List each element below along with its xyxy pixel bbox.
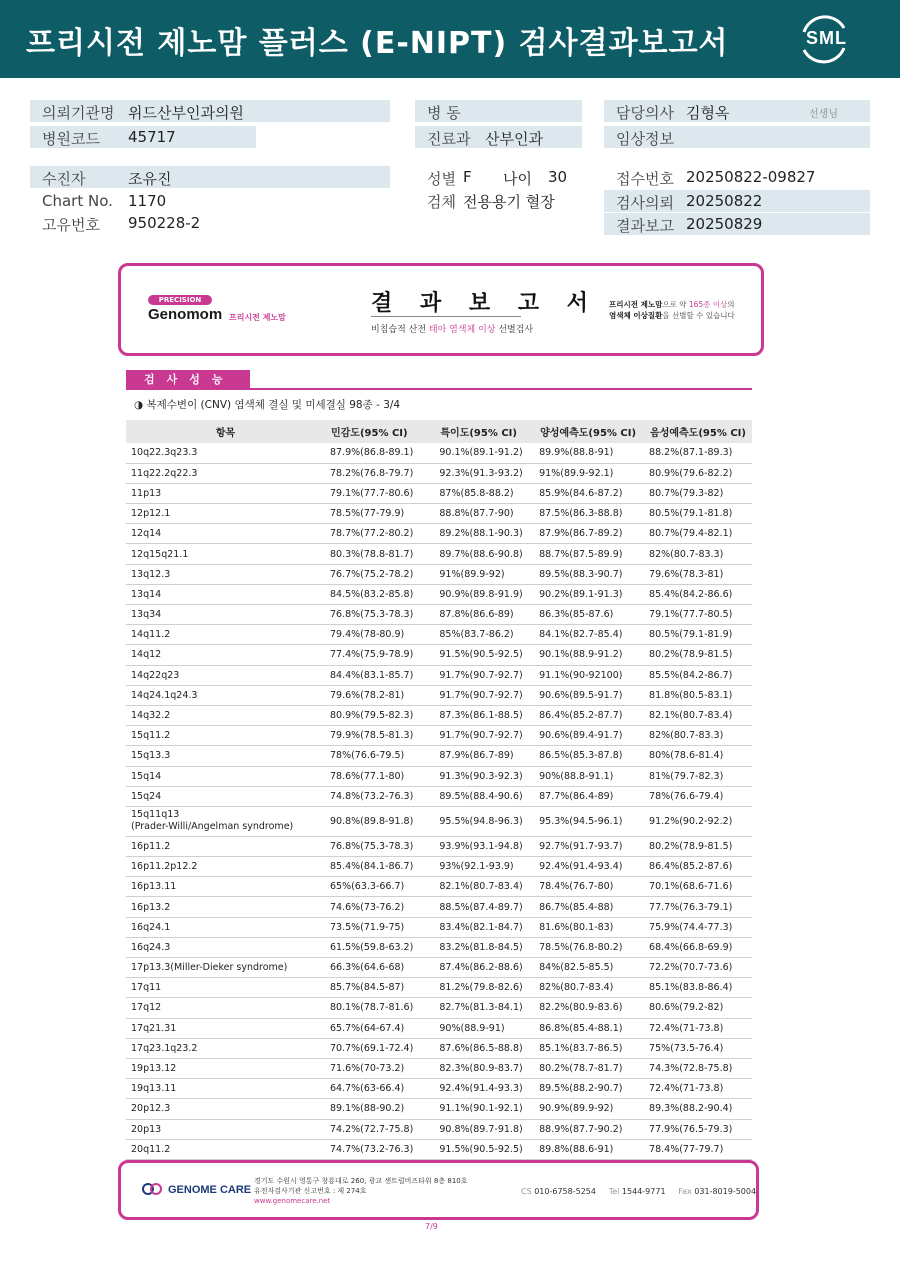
metric-cell: 75%(73.5-76.4) (644, 1038, 752, 1058)
receipt-value: 20250822-09827 (686, 168, 816, 186)
sex-value: F (463, 168, 472, 186)
metric-cell: 80%(78.6-81.4) (644, 746, 752, 766)
metric-cell: 80.9%(79.5-82.3) (325, 705, 434, 725)
cnv-item-cell: 20p12.3 (126, 1099, 325, 1119)
metric-cell: 90.9%(89.8-91.9) (434, 584, 534, 604)
specimen-row (415, 189, 585, 211)
metric-cell: 86.5%(85.3-87.8) (534, 746, 644, 766)
result-report-title: 결 과 보 고 서 (371, 291, 598, 316)
hospital-code-value: 45717 (128, 128, 176, 146)
genomom-sub-label: 프리시전 제노맘 (229, 313, 286, 322)
metric-cell: 82.1%(80.7-83.4) (434, 877, 534, 897)
table-row (126, 897, 752, 917)
sex-age-row (415, 166, 585, 188)
metric-cell: 84.5%(83.2-85.8) (325, 584, 434, 604)
metric-cell: 82.1%(80.7-83.4) (644, 705, 752, 725)
uid-value: 950228-2 (128, 214, 201, 232)
screening-note: 프리시전 제노맘으로 약 165종 이상의 염색체 이상질환을 선별할 수 있습니다 (609, 300, 735, 320)
table-row (126, 937, 752, 957)
metric-cell: 86.4%(85.2-87.7) (534, 705, 644, 725)
metric-cell: 87.5%(86.3-88.8) (534, 504, 644, 524)
cnv-item-cell: 17q12 (126, 998, 325, 1018)
metric-cell: 86.8%(85.4-88.1) (534, 1018, 644, 1038)
metric-cell: 91.7%(90.7-92.7) (434, 665, 534, 685)
metric-cell: 78.6%(77.1-80) (325, 766, 434, 786)
metric-cell: 95.3%(94.5-96.1) (534, 806, 644, 836)
table-row (126, 806, 752, 836)
metric-cell: 83.2%(81.8-84.5) (434, 937, 534, 957)
metric-cell: 82%(80.7-83.3) (644, 544, 752, 564)
metric-cell: 80.5%(79.1-81.9) (644, 625, 752, 645)
metric-cell: 80.2%(78.9-81.5) (644, 836, 752, 856)
metric-cell: 77.9%(76.5-79.3) (644, 1119, 752, 1139)
table-row (126, 1038, 752, 1058)
metric-cell: 87.9%(86.8-89.1) (325, 443, 434, 463)
chart-value: 1170 (128, 192, 167, 210)
cnv-item-cell: 20p13 (126, 1119, 325, 1139)
metric-cell: 61.5%(59.8-63.2) (325, 937, 434, 957)
metric-cell: 91.2%(90.2-92.2) (644, 806, 752, 836)
metric-cell: 79.1%(77.7-80.6) (325, 483, 434, 503)
uid-label: 고유번호 (42, 216, 100, 234)
age-label: 나이 (503, 170, 532, 188)
table-row (126, 443, 752, 463)
table-row (126, 726, 752, 746)
metric-cell: 72.4%(71-73.8) (644, 1018, 752, 1038)
metric-cell: 90%(88.9-91) (434, 1018, 534, 1038)
metric-cell: 89.5%(88.4-90.6) (434, 786, 534, 806)
metric-cell: 86.7%(85.4-88) (534, 897, 644, 917)
metric-cell: 77.4%(75.9-78.9) (325, 645, 434, 665)
table-row (126, 1139, 752, 1159)
patient-row (30, 166, 390, 188)
metric-cell: 68.4%(66.8-69.9) (644, 937, 752, 957)
metric-cell: 71.6%(70-73.2) (325, 1058, 434, 1078)
table-row (126, 483, 752, 503)
table-row (126, 1058, 752, 1078)
genome-care-logo: GENOME CARE (168, 1184, 252, 1196)
metric-cell: 81%(79.7-82.3) (644, 766, 752, 786)
table-row (126, 524, 752, 544)
metric-cell: 82.2%(80.9-83.6) (534, 998, 644, 1018)
cnv-item-cell: 14q24.1q24.3 (126, 685, 325, 705)
metric-cell: 85.1%(83.8-86.4) (644, 978, 752, 998)
metric-cell: 65.7%(64-67.4) (325, 1018, 434, 1038)
doctor-value: 김형옥 (686, 104, 730, 122)
cnv-item-cell: 14q12 (126, 645, 325, 665)
metric-cell: 79.6%(78.3-81) (644, 564, 752, 584)
metric-cell: 76.7%(75.2-78.2) (325, 564, 434, 584)
col-header-sensitivity: 민감도(95% CI) (325, 420, 434, 443)
metric-cell: 85.9%(84.6-87.2) (534, 483, 644, 503)
table-row (126, 1018, 752, 1038)
metric-cell: 89.3%(88.2-90.4) (644, 1099, 752, 1119)
metric-cell: 80.9%(79.6-82.2) (644, 463, 752, 483)
cnv-item-cell: 10q22.3q23.3 (126, 443, 325, 463)
uid-row (30, 212, 390, 234)
specimen-label: 검체 (427, 193, 456, 211)
metric-cell: 85.1%(83.7-86.5) (534, 1038, 644, 1058)
chart-row (30, 190, 390, 212)
metric-cell: 87.8%(86.6-89) (434, 605, 534, 625)
table-row (126, 958, 752, 978)
metric-cell: 91.7%(90.7-92.7) (434, 685, 534, 705)
cnv-item-cell: 17p13.3(Miller-Dieker syndrome) (126, 958, 325, 978)
institution-label: 의뢰기관명 (42, 104, 115, 122)
metric-cell: 80.7%(79.3-82) (644, 483, 752, 503)
metric-cell: 89.1%(88-90.2) (325, 1099, 434, 1119)
metric-cell: 78%(76.6-79.5) (325, 746, 434, 766)
report-main-title: 프리시전 제노맘 플러스 (E-NIPT) 검사결과보고서 (26, 26, 729, 61)
col-header-specificity: 특이도(95% CI) (434, 420, 534, 443)
cnv-item-cell: 19q13.11 (126, 1079, 325, 1099)
table-row (126, 766, 752, 786)
metric-cell: 74.6%(73-76.2) (325, 897, 434, 917)
metric-cell: 80.3%(78.8-81.7) (325, 544, 434, 564)
col-header-npv: 음성예측도(95% CI) (644, 420, 752, 443)
table-row (126, 665, 752, 685)
cnv-item-cell: 15q14 (126, 766, 325, 786)
metric-cell: 90%(88.8-91.1) (534, 766, 644, 786)
institution-value: 위드산부인과의원 (128, 104, 244, 122)
report-date-row (604, 213, 870, 235)
cnv-item-cell: 12q15q21.1 (126, 544, 325, 564)
metric-cell: 79.1%(77.7-80.5) (644, 605, 752, 625)
metric-cell: 92.4%(91.4-93.3) (434, 1079, 534, 1099)
metric-cell: 91.1%(90.1-92.1) (434, 1099, 534, 1119)
table-row (126, 998, 752, 1018)
metric-cell: 79.6%(78.2-81) (325, 685, 434, 705)
hospital-code-row (30, 126, 256, 148)
metric-cell: 87.3%(86.1-88.5) (434, 705, 534, 725)
ward-row (415, 100, 582, 122)
receipt-row (604, 166, 870, 188)
metric-cell: 72.2%(70.7-73.6) (644, 958, 752, 978)
metric-cell: 85.4%(84.1-86.7) (325, 857, 434, 877)
table-row (126, 1099, 752, 1119)
metric-cell: 66.3%(64.6-68) (325, 958, 434, 978)
metric-cell: 79.9%(78.5-81.3) (325, 726, 434, 746)
cnv-item-cell: 16p13.2 (126, 897, 325, 917)
cnv-item-cell: 11q22.2q22.3 (126, 463, 325, 483)
metric-cell: 90.9%(89.9-92) (534, 1099, 644, 1119)
cnv-item-cell: 15q24 (126, 786, 325, 806)
metric-cell: 76.8%(75.3-78.3) (325, 836, 434, 856)
metric-cell: 85.5%(84.2-86.7) (644, 665, 752, 685)
metric-cell: 90.1%(88.9-91.2) (534, 645, 644, 665)
table-row (126, 746, 752, 766)
cnv-item-cell: 16q24.1 (126, 917, 325, 937)
cnv-item-cell: 15q11q13 (Prader-Willi/Angelman syndrome) (126, 806, 325, 836)
metric-cell: 91%(89.9-92) (434, 564, 534, 584)
metric-cell: 87.9%(86.7-89) (434, 746, 534, 766)
cnv-subtitle: ◑ 복제수변이 (CNV) 염색체 결실 및 미세결실 98종 - 3/4 (134, 399, 401, 411)
metric-cell: 73.5%(71.9-75) (325, 917, 434, 937)
table-row (126, 917, 752, 937)
metric-cell: 82.3%(80.9-83.7) (434, 1058, 534, 1078)
table-row (126, 1119, 752, 1139)
metric-cell: 80.6%(79.2-82) (644, 998, 752, 1018)
metric-cell: 81.8%(80.5-83.1) (644, 685, 752, 705)
doctor-row (604, 100, 870, 122)
cnv-item-cell: 17q11 (126, 978, 325, 998)
col-header-item: 항목 (126, 420, 325, 443)
metric-cell: 78%(76.6-79.4) (644, 786, 752, 806)
table-row (126, 645, 752, 665)
report-subtitle: 비침습적 산전 태아 염색체 이상 선별검사 (371, 325, 534, 335)
top-banner (0, 0, 900, 78)
metric-cell: 74.2%(72.7-75.8) (325, 1119, 434, 1139)
metric-cell: 90.6%(89.5-91.7) (534, 685, 644, 705)
metric-cell: 91%(89.9-92.1) (534, 463, 644, 483)
footer-address: 경기도 수원시 영통구 창룡대로 260, 광교 센트럴비즈타워 8층 810호 유전자검사기관 신고번호 : 제 274호 www.genomecare.net (254, 1177, 468, 1205)
metric-cell: 88.7%(87.5-89.9) (534, 544, 644, 564)
metric-cell: 92.7%(91.7-93.7) (534, 836, 644, 856)
metric-cell: 91.3%(90.3-92.3) (434, 766, 534, 786)
metric-cell: 91.5%(90.5-92.5) (434, 1139, 534, 1159)
table-row (126, 705, 752, 725)
cnv-item-cell: 20q11.2 (126, 1139, 325, 1159)
table-row (126, 1079, 752, 1099)
metric-cell: 81.2%(79.8-82.6) (434, 978, 534, 998)
cnv-item-cell: 13q12.3 (126, 564, 325, 584)
table-row (126, 463, 752, 483)
genome-care-logo-icon (142, 1182, 164, 1196)
doctor-label: 담당의사 (616, 104, 674, 122)
metric-cell: 89.2%(88.1-90.3) (434, 524, 534, 544)
metric-cell: 86.3%(85-87.6) (534, 605, 644, 625)
metric-cell: 79.4%(78-80.9) (325, 625, 434, 645)
metric-cell: 88.5%(87.4-89.7) (434, 897, 534, 917)
patient-label: 수진자 (42, 170, 86, 188)
metric-cell: 82%(80.7-83.3) (644, 726, 752, 746)
metric-cell: 85.4%(84.2-86.6) (644, 584, 752, 604)
table-row (126, 978, 752, 998)
cnv-item-cell: 16p11.2p12.2 (126, 857, 325, 877)
metric-cell: 78.5%(76.8-80.2) (534, 937, 644, 957)
table-row (126, 625, 752, 645)
metric-cell: 88.8%(87.7-90) (434, 504, 534, 524)
request-label: 검사의뢰 (616, 194, 674, 212)
cnv-item-cell: 12q14 (126, 524, 325, 544)
clinical-row (604, 126, 870, 148)
metric-cell: 81.6%(80.1-83) (534, 917, 644, 937)
metric-cell: 90.6%(89.4-91.7) (534, 726, 644, 746)
metric-cell: 92.4%(91.4-93.4) (534, 857, 644, 877)
chart-label: Chart No. (42, 192, 113, 210)
report-date-value: 20250829 (686, 215, 763, 233)
metric-cell: 95.5%(94.8-96.3) (434, 806, 534, 836)
doctor-suffix: 선생님 (809, 109, 838, 120)
metric-cell: 74.8%(73.2-76.3) (325, 786, 434, 806)
metric-cell: 82%(80.7-83.4) (534, 978, 644, 998)
table-row (126, 836, 752, 856)
metric-cell: 70.1%(68.6-71.6) (644, 877, 752, 897)
receipt-label: 접수번호 (616, 170, 674, 188)
metric-cell: 76.8%(75.3-78.3) (325, 605, 434, 625)
metric-cell: 93.9%(93.1-94.8) (434, 836, 534, 856)
metric-cell: 80.5%(79.1-81.8) (644, 504, 752, 524)
metric-cell: 72.4%(71-73.8) (644, 1079, 752, 1099)
precision-badge: PRECISION (148, 295, 212, 305)
sex-label: 성별 (427, 170, 456, 188)
metric-cell: 70.7%(69.1-72.4) (325, 1038, 434, 1058)
table-row (126, 504, 752, 524)
cnv-item-cell: 19p13.12 (126, 1058, 325, 1078)
metric-cell: 74.3%(72.8-75.8) (644, 1058, 752, 1078)
cnv-performance-table (126, 420, 752, 1160)
cnv-item-cell: 16q24.3 (126, 937, 325, 957)
genomom-logo: Genomom (148, 306, 223, 323)
cnv-item-cell: 16p13.11 (126, 877, 325, 897)
metric-cell: 90.8%(89.8-91.8) (325, 806, 434, 836)
metric-cell: 84%(82.5-85.5) (534, 958, 644, 978)
dept-label: 진료과 (427, 130, 471, 148)
cnv-item-cell: 15q13.3 (126, 746, 325, 766)
title-divider (371, 316, 521, 317)
metric-cell: 78.4%(77-79.7) (644, 1139, 752, 1159)
metric-cell: 74.7%(73.2-76.3) (325, 1139, 434, 1159)
metric-cell: 86.4%(85.2-87.6) (644, 857, 752, 877)
metric-cell: 78.7%(77.2-80.2) (325, 524, 434, 544)
cnv-item-cell: 11p13 (126, 483, 325, 503)
metric-cell: 75.9%(74.4-77.3) (644, 917, 752, 937)
metric-cell: 87.6%(86.5-88.8) (434, 1038, 534, 1058)
hospital-code-label: 병원코드 (42, 130, 100, 148)
metric-cell: 88.2%(87.1-89.3) (644, 443, 752, 463)
section-underline (126, 388, 752, 390)
age-value: 30 (548, 168, 568, 186)
metric-cell: 80.1%(78.7-81.6) (325, 998, 434, 1018)
table-row (126, 605, 752, 625)
cnv-item-cell: 14q22q23 (126, 665, 325, 685)
cnv-item-cell: 14q11.2 (126, 625, 325, 645)
cnv-item-cell: 16p11.2 (126, 836, 325, 856)
metric-cell: 80.7%(79.4-82.1) (644, 524, 752, 544)
sml-logo-text: SML (806, 28, 847, 48)
dept-row (415, 126, 582, 148)
patient-value: 조유진 (128, 170, 172, 188)
cnv-item-cell: 13q14 (126, 584, 325, 604)
table-row (126, 544, 752, 564)
metric-cell: 84.4%(83.1-85.7) (325, 665, 434, 685)
request-row (604, 190, 870, 212)
metric-cell: 91.7%(90.7-92.7) (434, 726, 534, 746)
cnv-item-cell: 12p12.1 (126, 504, 325, 524)
footer-contact: CS 010-6758-5254 Tel 1544-9771 Fax 031-8019-5004 (521, 1187, 757, 1196)
metric-cell: 87.4%(86.2-88.6) (434, 958, 534, 978)
clinical-label: 임상정보 (616, 130, 674, 148)
cnv-item-cell: 17q21.31 (126, 1018, 325, 1038)
metric-cell: 87.9%(86.7-89.2) (534, 524, 644, 544)
metric-cell: 89.7%(88.6-90.8) (434, 544, 534, 564)
page-number: 7/9 (425, 1222, 438, 1231)
table-row (126, 857, 752, 877)
metric-cell: 80.2%(78.7-81.7) (534, 1058, 644, 1078)
specimen-value: 전용용기 혈장 (463, 193, 555, 211)
metric-cell: 89.9%(88.8-91) (534, 443, 644, 463)
table-row (126, 584, 752, 604)
metric-cell: 92.3%(91.3-93.2) (434, 463, 534, 483)
institution-row (30, 100, 390, 122)
metric-cell: 90.2%(89.1-91.3) (534, 584, 644, 604)
metric-cell: 89.5%(88.3-90.7) (534, 564, 644, 584)
metric-cell: 90.1%(89.1-91.2) (434, 443, 534, 463)
metric-cell: 82.7%(81.3-84.1) (434, 998, 534, 1018)
metric-cell: 87%(85.8-88.2) (434, 483, 534, 503)
metric-cell: 78.4%(76.7-80) (534, 877, 644, 897)
metric-cell: 83.4%(82.1-84.7) (434, 917, 534, 937)
cnv-item-cell: 14q32.2 (126, 705, 325, 725)
metric-cell: 80.2%(78.9-81.5) (644, 645, 752, 665)
report-date-label: 결과보고 (616, 217, 674, 235)
metric-cell: 78.2%(76.8-79.7) (325, 463, 434, 483)
table-row (126, 877, 752, 897)
table-row (126, 786, 752, 806)
table-header-row (126, 420, 752, 443)
cnv-item-cell: 17q23.1q23.2 (126, 1038, 325, 1058)
metric-cell: 85.7%(84.5-87) (325, 978, 434, 998)
metric-cell: 91.1%(90-92100) (534, 665, 644, 685)
metric-cell: 91.5%(90.5-92.5) (434, 645, 534, 665)
cnv-item-cell: 13q34 (126, 605, 325, 625)
metric-cell: 89.8%(88.6-91) (534, 1139, 644, 1159)
metric-cell: 77.7%(76.3-79.1) (644, 897, 752, 917)
metric-cell: 88.9%(87.7-90.2) (534, 1119, 644, 1139)
metric-cell: 65%(63.3-66.7) (325, 877, 434, 897)
col-header-ppv: 양성예측도(95% CI) (534, 420, 644, 443)
metric-cell: 84.1%(82.7-85.4) (534, 625, 644, 645)
metric-cell: 93%(92.1-93.9) (434, 857, 534, 877)
cnv-item-cell: 15q11.2 (126, 726, 325, 746)
metric-cell: 78.5%(77-79.9) (325, 504, 434, 524)
table-row (126, 564, 752, 584)
section-tab-performance: 검사성능 (126, 370, 250, 389)
ward-label: 병 동 (427, 104, 461, 122)
metric-cell: 90.8%(89.7-91.8) (434, 1119, 534, 1139)
table-row (126, 685, 752, 705)
request-value: 20250822 (686, 192, 763, 210)
dept-value: 산부인과 (485, 130, 543, 148)
metric-cell: 87.7%(86.4-89) (534, 786, 644, 806)
metric-cell: 89.5%(88.2-90.7) (534, 1079, 644, 1099)
metric-cell: 85%(83.7-86.2) (434, 625, 534, 645)
metric-cell: 64.7%(63-66.4) (325, 1079, 434, 1099)
